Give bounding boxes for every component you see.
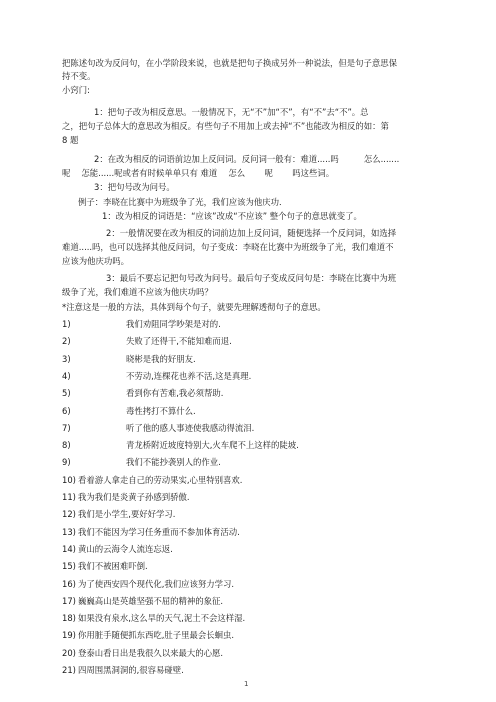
item-sentence: 失败了还得干,不能知难而退.	[126, 336, 232, 347]
item-sentence: 我们不能抄袭别人的作业.	[126, 457, 221, 468]
item-sentence: 看着游人拿走自己的劳动果实,心里特别喜欢.	[78, 474, 243, 485]
item-number: 21)	[62, 665, 76, 675]
intro-line-2: 持不变。	[62, 71, 96, 81]
item-number: 11)	[62, 492, 76, 502]
tip-1-line-3: 8 题	[62, 135, 79, 145]
item-sentence: 晓彬是我的好朋友.	[126, 353, 196, 364]
item-sentence: 登泰山看日出是我很久以来最大的心愿.	[78, 647, 224, 658]
example-step-3-line-2: 级争了光，我们难道不应该为他庆功吗？	[62, 287, 213, 297]
item-sentence: 黄山的云海令人流连忘返.	[78, 543, 173, 554]
item-number: 3)	[62, 353, 71, 364]
item-number: 17)	[62, 595, 76, 606]
item-sentence: 听了他的感人事迹使我感动得流泪.	[126, 422, 255, 433]
example-step-1: 1：改为相反的词语是：“应该”改成“不应该” 整个句子的意思就变了。	[102, 211, 362, 221]
item-number: 8)	[62, 440, 71, 451]
tip-1-line-1: 1：把句子改为相反意思。一般情况下，无“不”加“不”，有“不”去“不”。总	[94, 107, 369, 117]
item-sentence: 为了使西安四个现代化,我们应该努力学习.	[78, 578, 235, 589]
item-number: 6)	[62, 405, 71, 416]
item-number: 10)	[62, 474, 76, 485]
item-number: 16)	[62, 578, 76, 589]
tip-1-line-2: 之，把句子总体大的意思改为相反。有些句子不用加上或去掉“不”也能改为相反的如：第	[62, 121, 389, 131]
item-number: 2)	[62, 336, 71, 347]
item-sentence: 毒性拷打不算什么.	[126, 405, 196, 416]
example-step-3-line-1: 3：最后不要忘记把句号改为问号。最后句子变成反问句是：李晓在比赛中为班	[106, 273, 397, 283]
item-number: 15)	[62, 561, 76, 572]
item-sentence: 看到你有苦难,我必须帮助.	[126, 388, 224, 399]
item-number: 13)	[62, 526, 76, 537]
tip-3: 3：把句号改为问号。	[94, 182, 175, 192]
item-sentence: 我为我们是炎黄子孙感到骄傲.	[78, 492, 190, 502]
item-number: 19)	[62, 630, 76, 641]
intro-line-1: 把陈述句改为反问句，在小学阶段来说，也就是把句子换成另外一种说法，但是句子意思保	[62, 58, 397, 68]
item-number: 12)	[62, 509, 76, 520]
item-number: 7)	[62, 422, 71, 433]
item-sentence: 不劳动,连棵花也养不活,这是真理.	[126, 370, 252, 381]
item-sentence: 我们不被困难吓倒.	[78, 561, 148, 572]
item-number: 18)	[62, 613, 76, 624]
item-number: 14)	[62, 543, 76, 554]
item-sentence: 如果没有泉水,这么旱的天气,泥土不会这样湿.	[78, 613, 246, 624]
item-number: 9)	[62, 457, 71, 468]
example-sentence: 例子：李晓在比赛中为班级争了光，我们应该为他庆功．	[78, 197, 288, 207]
item-number: 5)	[62, 388, 71, 399]
item-sentence: 四周围黑洞洞的,很容易碰壁.	[78, 665, 184, 675]
example-step-2-line-3: 应该为他庆功吗。	[62, 256, 129, 266]
item-sentence: 我们劝阻同学吵架是对的.	[126, 319, 221, 329]
tips-title: 小窍门:	[62, 85, 90, 95]
item-number: 4)	[62, 370, 71, 381]
item-sentence: 青龙桥附近坡度特别大,火车爬不上这样的陡坡.	[126, 440, 299, 451]
item-sentence: 巍巍高山是英雄坚强不屈的精神的象征.	[78, 595, 224, 606]
item-number: 20)	[62, 647, 76, 658]
item-sentence: 我们是小学生,要好好学习.	[78, 509, 176, 520]
item-sentence: 我们不能因为学习任务重而不参加体育活动.	[78, 526, 240, 537]
tip-2-line-2: 呢 怎能......呢或者有时候单单只有 难道 怎么 呢 吗这些词。	[62, 168, 335, 178]
item-number: 1)	[62, 319, 71, 329]
note-line: *注意这是一般的方法，具体到每个句子，就要先理解透彻句子的意思。	[62, 302, 326, 312]
tip-2-line-1: 2：在改为相反的词语前边加上反问词。反问词一般有：难道.....吗 怎么.......	[94, 154, 400, 164]
item-sentence: 你用脏手随便抓东西吃,肚子里最会长蛔虫.	[78, 630, 235, 641]
page-number: 1	[244, 680, 249, 688]
example-step-2-line-2: 难道.....吗，也可以选择其他反问词，句子变成：李晓在比赛中为班级争了光，我们难道不	[62, 242, 394, 252]
example-step-2-line-1: 2：一般情况要在改为相反的词前边加上反问词，随便选择一个反问词，如选择	[106, 228, 397, 238]
